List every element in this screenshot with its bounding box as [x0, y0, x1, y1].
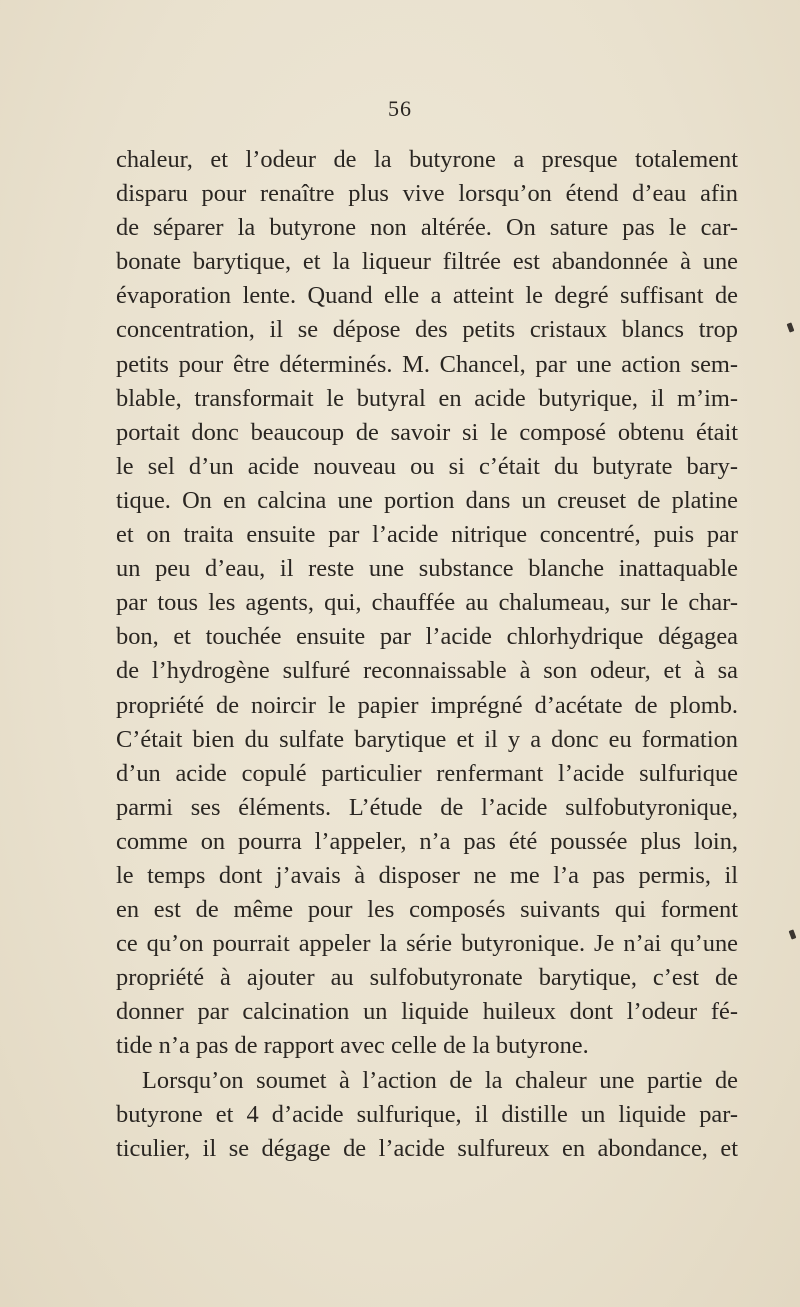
text-line: butyrone et 4 d’acide sulfurique, il distille un liquide par-	[116, 1100, 738, 1128]
text-line: propriété à ajouter au sulfobutyronate barytique, c’est de	[116, 964, 738, 992]
page-number: 56	[388, 96, 412, 121]
text-line: le temps dont j’avais à disposer ne me l’a pas permis, il	[116, 861, 738, 889]
text-line: ticulier, il se dégage de l’acide sulfureux en abondance, et	[116, 1134, 738, 1162]
text-line: bon, et touchée ensuite par l’acide chlorhydrique dégagea	[116, 623, 738, 651]
text-line: ce qu’on pourrait appeler la série butyronique. Je n’ai qu’une	[116, 930, 738, 958]
text-line: de séparer la butyrone non altérée. On sature pas le car-	[116, 214, 738, 242]
text-line: blable, transformait le butyral en acide butyrique, il m’im-	[116, 384, 738, 412]
text-line: un peu d’eau, il reste une substance blanche inattaquable	[116, 555, 738, 583]
text-line: petits pour être déterminés. M. Chancel, par une action sem-	[116, 350, 738, 378]
text-line: concentration, il se dépose des petits cristaux blancs trop	[116, 316, 738, 344]
text-line: chaleur, et l’odeur de la butyrone a presque totalement	[116, 146, 738, 173]
text-line: en est de même pour les composés suivants qui forment	[116, 896, 738, 924]
body-text	[116, 143, 738, 1166]
text-line: le sel d’un acide nouveau ou si c’était du butyrate bary-	[116, 452, 738, 480]
text-line: portait donc beaucoup de savoir si le composé obtenu était	[116, 418, 738, 446]
text-line: disparu pour renaître plus vive lorsqu’on étend d’eau afin	[116, 180, 738, 208]
text-line: bonate barytique, et la liqueur filtrée est abandonnée à une	[116, 248, 738, 276]
text-line: tide n’a pas de rapport avec celle de la butyrone.	[116, 1032, 589, 1060]
ink-speck	[787, 322, 795, 332]
text-line: par tous les agents, qui, chauffée au chalumeau, sur le char-	[116, 589, 738, 617]
text-line: Lorsqu’on soumet à l’action de la chaleur une partie de	[142, 1066, 738, 1094]
text-line: C’était bien du sulfate barytique et il y a donc eu formation	[116, 725, 738, 753]
text-line: donner par calcination un liquide huileux dont l’odeur fé-	[116, 998, 738, 1026]
text-line: tique. On en calcina une portion dans un creuset de platine	[116, 486, 738, 514]
text-line: comme on pourra l’appeler, n’a pas été poussée plus loin,	[116, 827, 738, 855]
text-line: évaporation lente. Quand elle a atteint le degré suffisant de	[116, 282, 738, 310]
text-line: d’un acide copulé particulier renfermant l’acide sulfurique	[116, 759, 738, 787]
text-line: parmi ses éléments. L’étude de l’acide sulfobutyronique,	[116, 793, 738, 821]
text-line: de l’hydrogène sulfuré reconnaissable à son odeur, et à sa	[116, 657, 738, 685]
text-line: et on traita ensuite par l’acide nitrique concentré, puis par	[116, 521, 738, 549]
ink-speck	[789, 929, 797, 939]
text-line: propriété de noircir le papier imprégné d’acétate de plomb.	[116, 691, 738, 719]
